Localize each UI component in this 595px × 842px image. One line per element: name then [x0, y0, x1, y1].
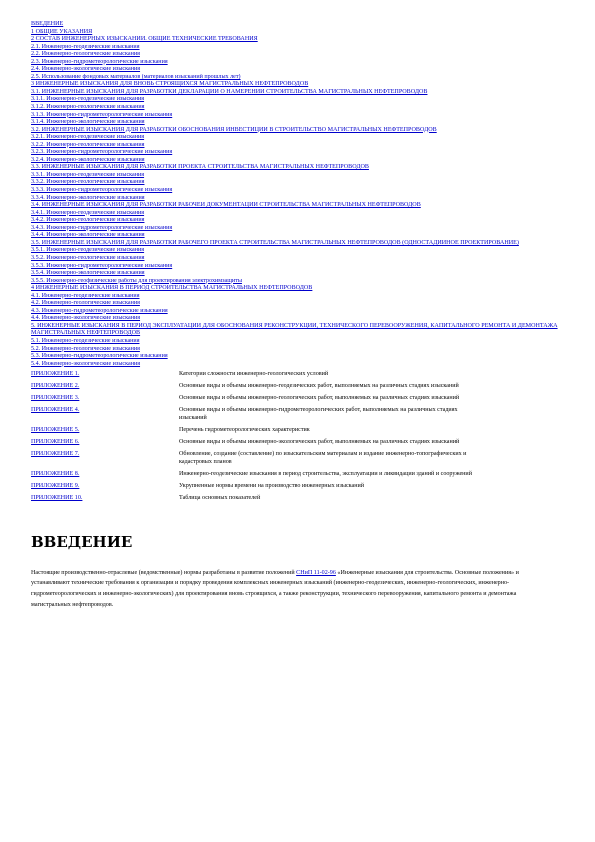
toc-link[interactable]: 2.1. Инженерно-геодезические изыскания — [31, 43, 140, 50]
intro-text-end: «Инженерные изыскания для строительства. Основные положения» и устанавливают технические требования к организации и порядку проведения комплексных инженерных изысканий (инженерно-геодезических, инженерно-геологических, инженерно-гидрометеорологических и инженерно-экологических) для проектирования вновь строящихся, а также реконструкции, технического перевооружения, капитального ремонта и демонтажа магистральных нефтепроводов. — [31, 569, 519, 608]
toc-link[interactable]: 3.2.1. Инженерно-геодезические изыскания — [31, 134, 145, 141]
appendix-link[interactable]: ПРИЛОЖЕНИЕ 1. — [31, 371, 80, 378]
appendix-link[interactable]: ПРИЛОЖЕНИЕ 9. — [31, 482, 80, 489]
toc-link[interactable]: 2.4. Инженерно-экологические изыскания — [31, 66, 141, 73]
intro-paragraph — [31, 568, 556, 611]
appendix-title: Обновление, создание (составление) по изыскательским материалам и издание инженерно-топографических и кадастровых планов — [179, 451, 467, 465]
appendix-link[interactable]: ПРИЛОЖЕНИЕ 5. — [31, 427, 80, 434]
toc-link[interactable]: 4.2. Инженерно-геологические изыскания — [31, 300, 140, 307]
appendix-title: Основные виды и объемы инженерно-геологических работ, выполняемых на различных стадиях изысканий — [179, 395, 460, 402]
toc-link[interactable]: 3.4.2. Инженерно-геологические изыскания — [31, 217, 145, 224]
toc-link[interactable]: 2.3. Инженерно-гидрометеорологические изыскания — [31, 58, 168, 65]
appendix-row — [31, 439, 571, 447]
appendix-row — [31, 407, 571, 422]
toc-link[interactable]: 3.1.4. Инженерно-экологические изыскания — [31, 119, 145, 126]
appendix-link[interactable]: ПРИЛОЖЕНИЕ 10. — [31, 495, 83, 501]
toc-link[interactable]: 3.2.3. Инженерно-гидрометеорологические изыскания — [31, 149, 173, 156]
toc-link[interactable]: 3.3.1. Инженерно-геодезические изыскания — [31, 171, 145, 178]
appendix-title: Таблица основных показателей — [179, 495, 261, 501]
toc-link[interactable]: 5. ИНЖЕНЕРНЫЕ ИЗЫСКАНИЯ В ПЕРИОД ЭКСПЛУАТАЦИИ ДЛЯ ОБОСНОВАНИЯ РЕКОНСТРУКЦИИ, ТЕХНИЧЕСКОГО ПЕРЕВООРУЖЕНИЯ, КАПИТАЛЬНОГО РЕМОНТА И ДЕМОНТАЖА МАГИСТРАЛЬНЫХ НЕФТЕПРОВОДОВ — [31, 322, 558, 337]
toc-link[interactable]: 5.3. Инженерно-гидрометеорологические изыскания — [31, 353, 168, 360]
toc-link[interactable]: 3.5.3. Инженерно-гидрометеорологические изыскания — [31, 262, 173, 269]
toc-link[interactable]: 3.2. ИНЖЕНЕРНЫЕ ИЗЫСКАНИЯ ДЛЯ РАЗРАБОТКИ ОБОСНОВАНИЯ ИНВЕСТИЦИЙ В СТРОИТЕЛЬСТВО МАГИСТРАЛЬНЫХ НЕФТЕПРОВОДОВ — [31, 126, 437, 133]
toc-link[interactable]: 3.3.2. Инженерно-геологические изыскания — [31, 179, 145, 186]
appendix-title: Укрупненные нормы времени на производство инженерных изысканий — [179, 482, 365, 489]
appendix-title: Основные виды и объемы инженерно-геодезических работ, выполняемых на различных стадиях изысканий — [179, 383, 459, 390]
appendix-title: Основные виды и объемы инженерно-экологических работ, выполняемых на различных стадиях изысканий — [179, 439, 460, 446]
toc-link[interactable]: 3.4.1. Инженерно-геодезические изыскания — [31, 209, 145, 216]
toc-link[interactable]: 3.3. ИНЖЕНЕРНЫЕ ИЗЫСКАНИЯ ДЛЯ РАЗРАБОТКИ ПРОЕКТА СТРОИТЕЛЬСТВА МАГИСТРАЛЬНЫХ НЕФТЕПРОВОДОВ — [31, 164, 369, 171]
appendix-link[interactable]: ПРИЛОЖЕНИЕ 3. — [31, 395, 80, 402]
toc-link[interactable]: 4.4. Инженерно-экологические изыскания — [31, 315, 141, 322]
appendix-row — [31, 395, 571, 403]
toc-link[interactable]: 2 СОСТАВ ИНЖЕНЕРНЫХ ИЗЫСКАНИЙ. ОБЩИЕ ТЕХНИЧЕСКИЕ ТРЕБОВАНИЯ — [31, 36, 258, 43]
appendix-row — [31, 495, 571, 503]
toc-link[interactable]: 5.1. Инженерно-геодезические изыскания — [31, 337, 140, 344]
appendix-link[interactable]: ПРИЛОЖЕНИЕ 8. — [31, 470, 80, 477]
appendix-row — [31, 471, 571, 479]
appendix-link[interactable]: ПРИЛОЖЕНИЕ 2. — [31, 383, 80, 390]
intro-text-start: Настоящие производственно-отраслевые (ведомственные) нормы разработаны в развитие положений — [31, 569, 297, 576]
appendix-title: Основные виды и объемы инженерно-гидрометеорологических работ, выполняемых на различных стадиях изысканий — [179, 407, 458, 421]
toc-link[interactable]: 2.2. Инженерно-геологические изыскания — [31, 51, 140, 58]
toc-link[interactable]: 3.4.4. Инженерно-экологические изыскания — [31, 232, 145, 239]
appendix-title: Перечень гидрометеорологических характеристик — [179, 427, 310, 434]
appendix-row — [31, 383, 571, 391]
toc-link[interactable]: ВВЕДЕНИЕ — [31, 21, 64, 27]
toc-link[interactable]: 3.3.3. Инженерно-гидрометеорологические изыскания — [31, 187, 173, 194]
toc-link[interactable]: 3.5.1. Инженерно-геодезические изыскания — [31, 247, 145, 254]
toc-link[interactable]: 3 ИНЖЕНЕРНЫЕ ИЗЫСКАНИЯ ДЛЯ ВНОВЬ СТРОЯЩИХСЯ МАГИСТРАЛЬНЫХ НЕФТЕПРОВОДОВ — [31, 81, 309, 88]
appendix-row — [31, 427, 571, 435]
toc-link[interactable]: 2.5. Использование фондовых материалов (материалов изысканий прошлых лет) — [31, 73, 241, 80]
appendix-list — [31, 371, 571, 502]
toc-link[interactable]: 4.1. Инженерно-геодезические изыскания — [31, 292, 140, 299]
toc-link[interactable]: 3.1.3. Инженерно-гидрометеорологические изыскания — [31, 111, 173, 118]
toc-link[interactable]: 3.5.5. Инженерно-геофизические работы для проектирования электрохимзащиты — [31, 277, 242, 284]
table-of-contents — [31, 21, 571, 368]
appendix-row — [31, 371, 571, 379]
toc-link[interactable]: 3.3.4. Инженерно-экологические изыскания — [31, 194, 145, 201]
toc-link[interactable]: 3.5. ИНЖЕНЕРНЫЕ ИЗЫСКАНИЯ ДЛЯ РАЗРАБОТКИ РАБОЧЕГО ПРОЕКТА СТРОИТЕЛЬСТВА МАГИСТРАЛЬНЫХ НЕФТЕПРОВОДОВ (ОДНОСТАДИЙНОЕ ПРОЕКТИРОВАНИЕ) — [31, 239, 519, 246]
toc-link[interactable]: 3.5.2. Инженерно-геологические изыскания — [31, 254, 145, 261]
toc-link[interactable]: 5.4. Инженерно-экологические изыскания — [31, 360, 141, 367]
appendix-title: Категории сложности инженерно-геологических условий — [179, 371, 329, 378]
toc-link[interactable]: 4 ИНЖЕНЕРНЫЕ ИЗЫСКАНИЯ В ПЕРИОД СТРОИТЕЛЬСТВА МАГИСТРАЛЬНЫХ НЕФТЕПРОВОДОВ — [31, 285, 313, 292]
appendix-link[interactable]: ПРИЛОЖЕНИЕ 6. — [31, 439, 80, 446]
appendix-row — [31, 483, 571, 491]
appendix-link[interactable]: ПРИЛОЖЕНИЕ 4. — [31, 407, 80, 414]
toc-link[interactable]: 4.3. Инженерно-гидрометеорологические изыскания — [31, 307, 168, 314]
toc-link[interactable]: 3.1.2. Инженерно-геологические изыскания — [31, 104, 145, 111]
toc-link[interactable]: 3.4. ИНЖЕНЕРНЫЕ ИЗЫСКАНИЯ ДЛЯ РАЗРАБОТКИ РАБОЧЕЙ ДОКУМЕНТАЦИИ СТРОИТЕЛЬСТВА МАГИСТРАЛЬНЫХ НЕФТЕПРОВОДОВ — [31, 202, 421, 209]
toc-link[interactable]: 3.5.4. Инженерно-экологические изыскания — [31, 270, 145, 277]
toc-link[interactable]: 1 ОБЩИЕ УКАЗАНИЯ — [31, 28, 93, 35]
toc-link[interactable]: 3.1. ИНЖЕНЕРНЫЕ ИЗЫСКАНИЯ ДЛЯ РАЗРАБОТКИ ДЕКЛАРАЦИИ О НАМЕРЕНИИ СТРОИТЕЛЬСТВА МАГИСТРАЛЬНЫХ НЕФТЕПРОВОДОВ — [31, 88, 428, 95]
appendix-row — [31, 451, 571, 466]
appendix-title: Инженерно-геодезические изыскания в период строительства, эксплуатации и ликвидации зданий и сооружений — [179, 470, 472, 477]
toc-link[interactable]: 3.2.4. Инженерно-экологические изыскания — [31, 156, 145, 163]
toc-link[interactable]: 3.4.3. Инженерно-гидрометеорологические изыскания — [31, 224, 173, 231]
appendix-link[interactable]: ПРИЛОЖЕНИЕ 7. — [31, 451, 80, 458]
toc-link[interactable]: 3.1.1. Инженерно-геодезические изыскания — [31, 96, 145, 103]
section-heading: ВВЕДЕНИЕ — [31, 532, 133, 551]
snip-reference-link[interactable]: СНиП 11-02-96 — [296, 569, 336, 576]
toc-link[interactable]: 3.2.2. Инженерно-геологические изыскания — [31, 141, 145, 148]
toc-link[interactable]: 5.2. Инженерно-геологические изыскания — [31, 345, 140, 352]
document-page — [31, 21, 571, 610]
